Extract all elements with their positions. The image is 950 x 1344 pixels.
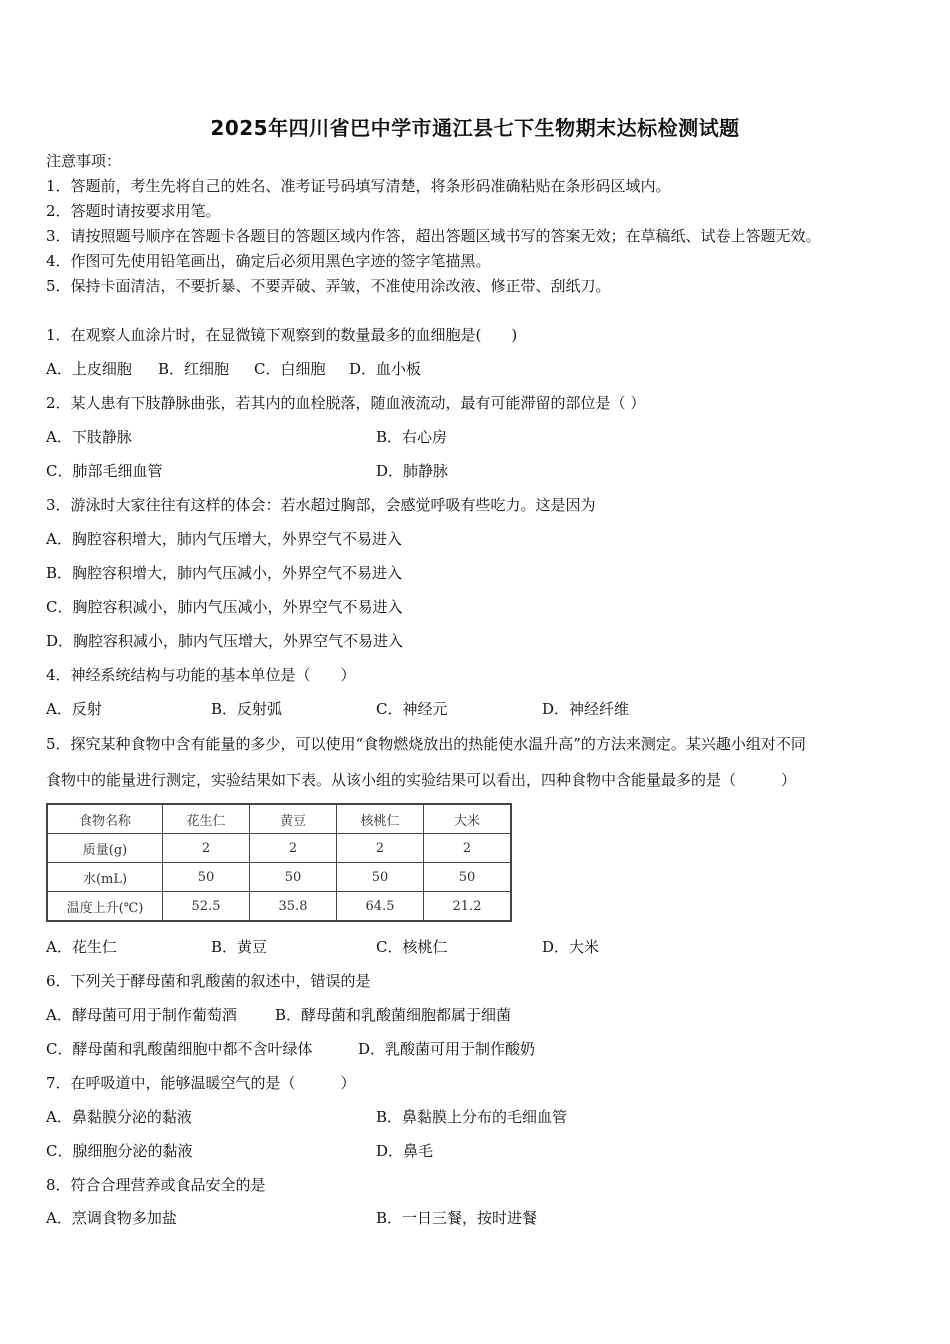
option-a[interactable]: A．鼻黏膜分泌的黏液 <box>46 1108 192 1126</box>
option-c[interactable]: C．胸腔容积减小，肺内气压减小，外界空气不易进入 <box>46 598 403 616</box>
question-7-stem: 7．在呼吸道中，能够温暖空气的是（ ） <box>46 1074 356 1092</box>
table-cell: 2 <box>250 834 337 863</box>
notice-item: 4．作图可先使用铅笔画出，确定后必须用黑色字迹的签字笔描黑。 <box>46 252 491 270</box>
table-cell: 温度上升(℃) <box>47 892 163 922</box>
table-header-cell: 食物名称 <box>47 804 163 834</box>
option-c[interactable]: C．白细胞 <box>254 360 326 378</box>
option-d[interactable]: D．神经纤维 <box>542 700 630 718</box>
table-cell: 35.8 <box>250 892 337 922</box>
question-5-stem-line1: 5．探究某种食物中含有能量的多少，可以使用“食物燃烧放出的热能使水温升高”的方法来测定。某兴趣小组对不同 <box>46 735 806 753</box>
option-b[interactable]: B．酵母菌和乳酸菌细胞都属于细菌 <box>275 1006 512 1024</box>
question-6-stem: 6．下列关于酵母菌和乳酸菌的叙述中，错误的是 <box>46 972 371 990</box>
table-header-cell: 花生仁 <box>163 804 250 834</box>
notice-item: 5．保持卡面清洁，不要折暴、不要弄破、弄皱，不准使用涂改液、修正带、刮纸刀。 <box>46 277 611 295</box>
question-7-options-row1 <box>46 1107 926 1127</box>
option-a[interactable]: A．胸腔容积增大，肺内气压增大，外界空气不易进入 <box>46 530 402 548</box>
question-6-options-row1 <box>46 1005 926 1025</box>
option-d[interactable]: D．大米 <box>542 938 600 956</box>
question-3-stem: 3．游泳时大家往往有这样的体会：若水超过胸部，会感觉呼吸有些吃力。这是因为 <box>46 496 596 514</box>
option-b[interactable]: B．胸腔容积增大，肺内气压减小，外界空气不易进入 <box>46 564 403 582</box>
table-cell: 21.2 <box>424 892 512 922</box>
table-header-cell: 大米 <box>424 804 512 834</box>
question-5-stem-line2: 食物中的能量进行测定，实验结果如下表。从该小组的实验结果可以看出，四种食物中含能量最多的是（ ） <box>46 771 797 789</box>
exam-title: 2025年四川省巴中学市通江县七下生物期末达标检测试题 <box>210 116 740 140</box>
option-a[interactable]: A．上皮细胞 <box>46 360 132 378</box>
question-8-options-row1 <box>46 1208 926 1228</box>
question-4-options <box>46 699 926 719</box>
option-a[interactable]: A．酵母菌可用于制作葡萄酒 <box>46 1006 237 1024</box>
table-cell: 2 <box>424 834 512 863</box>
option-d[interactable]: D．胸腔容积减小，肺内气压增大，外界空气不易进入 <box>46 632 404 650</box>
question-1-options <box>46 359 926 379</box>
option-d[interactable]: D．乳酸菌可用于制作酸奶 <box>358 1040 536 1058</box>
notice-item: 2．答题时请按要求用笔。 <box>46 202 221 220</box>
option-c[interactable]: C．肺部毛细血管 <box>46 462 163 480</box>
table-header-row <box>47 804 511 834</box>
question-7-options-row2 <box>46 1141 926 1161</box>
option-b[interactable]: B．红细胞 <box>158 360 230 378</box>
option-b[interactable]: B．反射弧 <box>211 700 283 718</box>
table-cell: 64.5 <box>337 892 424 922</box>
table-cell: 质量(g) <box>47 834 163 863</box>
table-cell: 52.5 <box>163 892 250 922</box>
option-a[interactable]: A．下肢静脉 <box>46 428 132 446</box>
question-2-stem: 2．某人患有下肢静脉曲张，若其内的血栓脱落，随血液流动，最有可能滞留的部位是（ ） <box>46 394 646 412</box>
option-d[interactable]: D．血小板 <box>349 360 422 378</box>
table-cell: 50 <box>250 863 337 892</box>
table-header-cell: 黄豆 <box>250 804 337 834</box>
table-row <box>47 892 511 922</box>
table-cell: 水(mL) <box>47 863 163 892</box>
question-1-stem: 1．在观察人血涂片时，在显微镜下观察到的数量最多的血细胞是( ) <box>46 326 518 344</box>
notice-heading: 注意事项： <box>46 152 122 170</box>
option-a[interactable]: A．反射 <box>46 700 102 718</box>
table-cell: 2 <box>163 834 250 863</box>
notice-item: 1．答题前，考生先将自己的姓名、准考证号码填写清楚，将条形码准确粘贴在条形码区域内。 <box>46 177 671 195</box>
option-c[interactable]: C．神经元 <box>376 700 448 718</box>
option-c[interactable]: C．腺细胞分泌的黏液 <box>46 1142 193 1160</box>
question-8-stem: 8．符合合理营养或食品安全的是 <box>46 1176 266 1194</box>
option-b[interactable]: B．右心房 <box>376 428 448 446</box>
option-a[interactable]: A．花生仁 <box>46 938 117 956</box>
option-d[interactable]: D．鼻毛 <box>376 1142 434 1160</box>
option-b[interactable]: B．一日三餐，按时进餐 <box>376 1209 538 1227</box>
question-6-options-row2 <box>46 1039 926 1059</box>
option-c[interactable]: C．核桃仁 <box>376 938 448 956</box>
question-4-stem: 4．神经系统结构与功能的基本单位是（ ） <box>46 666 356 684</box>
table-row <box>47 863 511 892</box>
table-row <box>47 834 511 863</box>
option-b[interactable]: B．鼻黏膜上分布的毛细血管 <box>376 1108 568 1126</box>
option-a[interactable]: A．烹调食物多加盐 <box>46 1209 177 1227</box>
question-5-options <box>46 937 926 957</box>
table-cell: 50 <box>424 863 512 892</box>
food-energy-table <box>46 803 512 922</box>
option-b[interactable]: B．黄豆 <box>211 938 268 956</box>
table-header-cell: 核桃仁 <box>337 804 424 834</box>
option-d[interactable]: D．肺静脉 <box>376 462 449 480</box>
table-cell: 50 <box>337 863 424 892</box>
table-cell: 2 <box>337 834 424 863</box>
table-cell: 50 <box>163 863 250 892</box>
question-2-options-row2 <box>46 461 926 481</box>
option-c[interactable]: C．酵母菌和乳酸菌细胞中都不含叶绿体 <box>46 1040 313 1058</box>
notice-item: 3．请按照题号顺序在答题卡各题目的答题区域内作答，超出答题区域书写的答案无效；在草稿纸、试卷上答题无效。 <box>46 227 821 245</box>
question-2-options-row1 <box>46 427 926 447</box>
